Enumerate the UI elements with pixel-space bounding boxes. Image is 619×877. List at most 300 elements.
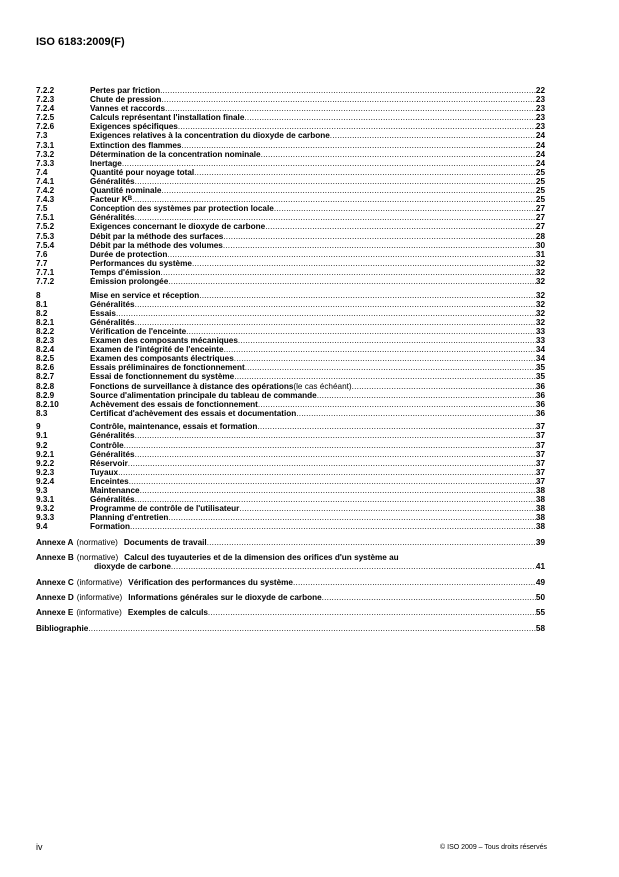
toc-entry-page: 24	[535, 140, 545, 150]
toc-entry-number: 8.2.4	[36, 345, 55, 355]
toc-entry-page: 27	[535, 204, 545, 214]
leader-dots	[130, 522, 536, 531]
toc-entry[interactable]	[36, 354, 545, 363]
toc-entry-title: Généralités	[90, 317, 135, 327]
toc-entry-number: 8.2.9	[36, 390, 55, 400]
table-of-contents	[36, 86, 545, 633]
toc-entry-number: 9.1	[36, 431, 48, 441]
annex-page: 39	[535, 537, 545, 547]
leader-dots	[186, 327, 536, 336]
toc-entry[interactable]	[36, 513, 545, 522]
toc-entry-page: 25	[535, 167, 545, 177]
toc-entry-title-line	[90, 222, 545, 231]
toc-entry-title: Formation	[90, 522, 131, 532]
toc-entry-title-line	[90, 291, 545, 300]
toc-entry-title-line	[90, 486, 545, 495]
leader-dots	[199, 291, 536, 300]
toc-entry[interactable]	[36, 222, 545, 231]
toc-entry-title: Contrôle, maintenance, essais et formation	[90, 422, 258, 432]
annex-entry[interactable]	[36, 608, 545, 617]
toc-entry-title: Fonctions de surveillance à distance des opérations	[90, 381, 294, 391]
toc-entry-number: 7.7.2	[36, 276, 55, 286]
toc-entry-number: 8.2.7	[36, 372, 55, 382]
toc-entry-number: 8.2.2	[36, 326, 55, 336]
annex-page: 49	[535, 577, 545, 587]
toc-entry-title: Essais	[90, 308, 116, 318]
leader-dots	[135, 300, 536, 309]
toc-entry[interactable]	[36, 204, 545, 213]
toc-entry-page: 35	[535, 363, 545, 373]
toc-entry-title-line	[90, 345, 545, 354]
leader-dots	[160, 86, 536, 95]
toc-entry[interactable]	[36, 213, 545, 222]
annex-type: (normative)	[76, 552, 119, 562]
toc-entry[interactable]	[36, 131, 545, 140]
toc-entry[interactable]	[36, 86, 545, 95]
toc-entry-number: 8.3	[36, 408, 48, 418]
toc-entry[interactable]	[36, 327, 545, 336]
toc-entry-title-line	[90, 459, 545, 468]
toc-entry[interactable]	[36, 382, 545, 391]
leader-dots	[135, 431, 536, 440]
toc-entry-title-line	[90, 232, 545, 241]
toc-entry-page: 36	[535, 408, 545, 418]
annex-entry[interactable]	[36, 538, 545, 547]
toc-entry-title: Essai de fonctionnement du système	[90, 372, 235, 382]
bibliography-title: Bibliographie	[36, 623, 89, 633]
toc-entry-title-line	[90, 309, 545, 318]
toc-entry-title-line	[90, 382, 545, 391]
toc-entry-number: 8.2.6	[36, 363, 55, 373]
toc-entry-title: Généralités	[90, 449, 135, 459]
toc-entry[interactable]	[36, 309, 545, 318]
toc-entry-number: 7.2.3	[36, 95, 55, 105]
leader-dots	[116, 309, 536, 318]
toc-entry-page: 24	[535, 158, 545, 168]
annex-title: Exemples de calculs	[127, 608, 208, 618]
toc-entry[interactable]	[36, 141, 545, 150]
toc-entry-title-line	[90, 113, 545, 122]
toc-entry-page: 22	[535, 86, 545, 95]
toc-entry-number: 7.7	[36, 258, 48, 268]
toc-entry-title-line	[90, 391, 545, 400]
toc-entry-page: 34	[535, 345, 545, 355]
annex-entry[interactable]	[36, 593, 545, 602]
toc-entry-title: Quantité nominale	[90, 186, 162, 196]
toc-entry-title-line	[90, 250, 545, 259]
leader-dots	[265, 222, 536, 231]
toc-entry-subscript: B	[127, 196, 133, 203]
toc-entry[interactable]	[36, 363, 545, 372]
toc-entry-title-line	[90, 150, 545, 159]
toc-entry-title: Enceintes	[90, 476, 129, 486]
toc-entry-title-line	[90, 195, 545, 204]
copyright-notice: © ISO 2009 – Tous droits réservés	[440, 844, 547, 851]
toc-entry-page: 37	[535, 458, 545, 468]
toc-entry-number: 8.2	[36, 308, 48, 318]
toc-entry-title-line	[90, 95, 545, 104]
leader-dots	[88, 624, 536, 633]
toc-entry-title: Examen des composants mécaniques	[90, 336, 238, 346]
toc-entry-title-line	[90, 186, 545, 195]
toc-entry[interactable]	[36, 291, 545, 300]
toc-entry[interactable]	[36, 450, 545, 459]
toc-entry-page: 32	[535, 276, 545, 286]
toc-entry-page: 38	[535, 486, 545, 496]
leader-dots	[135, 213, 536, 222]
toc-entry[interactable]	[36, 409, 545, 418]
annex-label: Annexe D	[36, 593, 74, 603]
toc-entry-title-line	[90, 468, 545, 477]
toc-entry-number: 7.2.2	[36, 86, 55, 95]
toc-entry-title-line	[90, 504, 545, 513]
toc-entry-page: 25	[535, 195, 545, 205]
toc-entry-number: 7.3.2	[36, 149, 55, 159]
toc-entry-number: 7.2.4	[36, 104, 55, 114]
annex-title: Documents de travail	[123, 537, 207, 547]
toc-entry-title-line	[90, 522, 545, 531]
toc-entry-title-line	[90, 327, 545, 336]
toc-entry-number: 7.5.1	[36, 213, 55, 223]
toc-entry-number: 8	[36, 290, 41, 300]
toc-entry-number: 9.4	[36, 522, 48, 532]
toc-entry-page: 27	[535, 222, 545, 232]
toc-entry-title: Calculs représentant l'installation finale	[90, 113, 245, 123]
leader-dots	[128, 459, 536, 468]
annex-entry[interactable]	[36, 553, 545, 572]
toc-entry-number: 7.3.3	[36, 158, 55, 168]
toc-entry-page: 23	[535, 95, 545, 105]
toc-entry-title-line	[90, 336, 545, 345]
toc-entry-page: 23	[535, 122, 545, 132]
toc-entry-number: 7.3.1	[36, 140, 55, 150]
leader-dots	[274, 204, 536, 213]
toc-entry-title: Achèvement des essais de fonctionnement	[90, 399, 258, 409]
toc-entry[interactable]	[36, 495, 545, 504]
leader-dots	[258, 400, 536, 409]
toc-entry-number: 9.2.2	[36, 458, 55, 468]
toc-entry-title: Inertage	[90, 158, 122, 168]
toc-entry[interactable]	[36, 477, 545, 486]
annex-line	[36, 562, 545, 571]
toc-entry-number: 7.5.2	[36, 222, 55, 232]
leader-dots	[161, 95, 535, 104]
leader-dots	[168, 277, 536, 286]
annex-line	[36, 553, 545, 562]
toc-entry[interactable]	[36, 318, 545, 327]
toc-entry-title: Contrôle	[90, 440, 124, 450]
toc-entry-page: 37	[535, 467, 545, 477]
leader-dots	[208, 608, 536, 617]
toc-entry-page: 24	[535, 149, 545, 159]
toc-entry-title: Vannes et raccords	[90, 104, 166, 114]
toc-entry[interactable]	[36, 186, 545, 195]
toc-entry-page: 27	[535, 213, 545, 223]
leader-dots	[194, 168, 536, 177]
toc-entry-title: Exigences concernant le dioxyde de carbone	[90, 222, 266, 232]
toc-entry-page: 32	[535, 299, 545, 309]
leader-dots	[135, 318, 536, 327]
toc-entry-title-line	[90, 177, 545, 186]
toc-entry-title: Extinction des flammes	[90, 140, 182, 150]
toc-entry[interactable]	[36, 345, 545, 354]
leader-dots	[234, 354, 536, 363]
toc-entry-title-line	[90, 422, 545, 431]
toc-entry-title: Performances du système	[90, 258, 192, 268]
toc-entry-title: Facteur K	[90, 195, 128, 205]
toc-entry[interactable]	[36, 391, 545, 400]
toc-entry-title-line	[90, 477, 545, 486]
toc-entry-title: Émission prolongée	[90, 276, 169, 286]
toc-entry-number: 9.2.3	[36, 467, 55, 477]
toc-entry-page: 30	[535, 240, 545, 250]
annex-page: 50	[535, 593, 545, 603]
toc-entry-title-line	[90, 363, 545, 372]
annex-label: Annexe B	[36, 552, 74, 562]
toc-entry-title: Chute de pression	[90, 95, 162, 105]
leader-dots	[245, 363, 536, 372]
leader-dots	[234, 372, 536, 381]
toc-entry-title: Essais préliminaires de fonctionnement	[90, 363, 245, 373]
toc-entry[interactable]	[36, 459, 545, 468]
toc-entry-page: 24	[535, 131, 545, 141]
toc-entry[interactable]	[36, 95, 545, 104]
toc-entry[interactable]	[36, 250, 545, 259]
toc-entry-page: 25	[535, 186, 545, 196]
toc-entry-number: 9.3.2	[36, 504, 55, 514]
toc-entry-title: Exigences spécifiques	[90, 122, 178, 132]
leader-dots	[171, 562, 536, 571]
toc-entry-title-line	[90, 159, 545, 168]
leader-dots	[322, 593, 536, 602]
toc-entry-title: Conception des systèmes par protection locale	[90, 204, 274, 214]
leader-dots	[167, 250, 536, 259]
toc-entry-title: Débit par la méthode des volumes	[90, 240, 223, 250]
leader-dots	[140, 486, 536, 495]
toc-entry[interactable]	[36, 113, 545, 122]
toc-entry[interactable]	[36, 259, 545, 268]
toc-entry-number: 9	[36, 422, 41, 432]
toc-entry-title: Exigences relatives à la concentration du dioxyde de carbone	[90, 131, 330, 141]
toc-entry-number: 9.3.3	[36, 513, 55, 523]
toc-entry[interactable]	[36, 400, 545, 409]
toc-entry-title: Tuyaux	[90, 467, 119, 477]
toc-entry-title: Généralités	[90, 176, 135, 186]
toc-entry-number: 7.3	[36, 131, 48, 141]
toc-entry-page: 37	[535, 431, 545, 441]
toc-entry[interactable]	[36, 122, 545, 131]
toc-entry-number: 7.7.1	[36, 267, 55, 277]
toc-entry-title: Pertes par friction	[90, 86, 161, 95]
toc-entry[interactable]	[36, 177, 545, 186]
toc-entry[interactable]	[36, 422, 545, 431]
toc-entry-title-line	[90, 241, 545, 250]
toc-entry[interactable]	[36, 241, 545, 250]
toc-entry-number: 9.3.1	[36, 495, 55, 505]
toc-entry-title-line	[90, 277, 545, 286]
toc-entry-number: 7.4	[36, 167, 48, 177]
leader-dots	[118, 468, 536, 477]
toc-entry-page: 32	[535, 290, 545, 300]
bibliography-entry[interactable]	[36, 624, 545, 633]
document-header: ISO 6183:2009(F)	[36, 36, 125, 48]
toc-entry-number: 7.4.2	[36, 186, 55, 196]
toc-entry-number: 7.5.3	[36, 231, 55, 241]
leader-dots	[238, 336, 536, 345]
toc-entry-page: 32	[535, 258, 545, 268]
toc-entry[interactable]	[36, 300, 545, 309]
toc-entry[interactable]	[36, 372, 545, 381]
leader-dots	[207, 538, 536, 547]
toc-entry-title-line	[90, 495, 545, 504]
annex-type: (informative)	[76, 577, 123, 587]
toc-entry[interactable]	[36, 431, 545, 440]
toc-entry-page: 37	[535, 422, 545, 432]
toc-entry-title-line	[90, 441, 545, 450]
toc-entry-page: 32	[535, 308, 545, 318]
toc-entry-title-line	[90, 372, 545, 381]
toc-entry-title: Généralités	[90, 299, 135, 309]
toc-entry-title-line	[90, 513, 545, 522]
toc-entry[interactable]	[36, 168, 545, 177]
annex-type: (normative)	[76, 537, 118, 547]
toc-entry[interactable]	[36, 159, 545, 168]
toc-entry-title: Réservoir	[90, 458, 128, 468]
leader-dots	[181, 141, 535, 150]
leader-dots	[223, 241, 536, 250]
toc-entry[interactable]	[36, 195, 545, 204]
toc-entry-title: Débit par la méthode des surfaces	[90, 231, 224, 241]
toc-entry[interactable]	[36, 232, 545, 241]
annex-label: Annexe E	[36, 608, 74, 618]
toc-entry-number: 8.2.10	[36, 399, 59, 409]
leader-dots	[165, 104, 536, 113]
toc-entry-number: 9.2.4	[36, 476, 55, 486]
toc-entry-title: Généralités	[90, 495, 135, 505]
toc-entry-number: 9.2	[36, 440, 48, 450]
leader-dots	[244, 113, 536, 122]
annex-page: 55	[535, 608, 545, 618]
toc-entry-title: Durée de protection	[90, 249, 168, 259]
toc-entry[interactable]	[36, 277, 545, 286]
toc-entry-title: Mise en service et réception	[90, 290, 200, 300]
toc-entry[interactable]	[36, 150, 545, 159]
toc-entry[interactable]	[36, 104, 545, 113]
toc-entry-number: 7.4.3	[36, 195, 55, 205]
toc-entry-number: 7.6	[36, 249, 48, 259]
annex-title: Calcul des tuyauteries et de la dimension des orifices d'un système au	[124, 552, 399, 562]
leader-dots	[168, 513, 536, 522]
toc-entry-title: Examen de l'intégrité de l'enceinte	[90, 345, 224, 355]
leader-dots	[296, 409, 536, 418]
toc-entry-title-line	[90, 354, 545, 363]
toc-entry-number: 7.5	[36, 204, 48, 214]
leader-dots	[352, 382, 536, 391]
toc-entry-title-line	[90, 213, 545, 222]
bibliography-page: 58	[535, 623, 545, 633]
annex-type: (informative)	[76, 593, 123, 603]
annex-label: Annexe C	[36, 577, 74, 587]
toc-entry-page: 38	[535, 522, 545, 532]
toc-entry-page: 33	[535, 326, 545, 336]
toc-entry-title-line	[90, 431, 545, 440]
toc-entry-title-line	[90, 300, 545, 309]
leader-dots	[129, 477, 536, 486]
toc-entry-title-line	[90, 104, 545, 113]
toc-entry-number: 8.2.8	[36, 381, 55, 391]
toc-entry-page: 23	[535, 104, 545, 114]
toc-entry-title-line	[90, 400, 545, 409]
leader-dots	[161, 186, 535, 195]
leader-dots	[124, 441, 536, 450]
toc-entry-page: 37	[535, 449, 545, 459]
toc-entry-page: 28	[535, 231, 545, 241]
toc-entry-title-line	[90, 131, 545, 140]
toc-entry-title: Maintenance	[90, 486, 140, 496]
toc-entry-number: 9.2.1	[36, 449, 55, 459]
toc-entry-number: 8.1	[36, 299, 48, 309]
toc-entry-title-line	[90, 409, 545, 418]
toc-entry-title-line	[90, 168, 545, 177]
page-number: iv	[36, 842, 43, 852]
toc-entry-page: 33	[535, 336, 545, 346]
toc-entry-page: 31	[535, 249, 545, 259]
toc-entry-page: 32	[535, 267, 545, 277]
toc-entry[interactable]	[36, 336, 545, 345]
toc-entry-title-line	[90, 318, 545, 327]
toc-entry-title: Vérification de l'enceinte	[90, 326, 187, 336]
leader-dots	[135, 495, 536, 504]
toc-entry-title-line	[90, 141, 545, 150]
toc-entry-page: 36	[535, 399, 545, 409]
toc-entry-number: 8.2.5	[36, 354, 55, 364]
leader-dots	[178, 122, 536, 131]
annex-entry[interactable]	[36, 578, 545, 587]
toc-entry-page: 23	[535, 113, 545, 123]
leader-dots	[239, 504, 536, 513]
annex-page: 41	[535, 562, 545, 572]
leader-dots	[257, 422, 535, 431]
leader-dots	[132, 195, 536, 204]
toc-entry-title: Examen des composants électriques	[90, 354, 234, 364]
toc-entry-number: 7.5.4	[36, 240, 55, 250]
toc-entry-title: Généralités	[90, 431, 135, 441]
annex-title-continued: dioxyde de carbone	[94, 562, 171, 572]
leader-dots	[330, 131, 536, 140]
toc-entry-title-line	[90, 268, 545, 277]
toc-entry-page: 37	[535, 476, 545, 486]
toc-entry-page: 36	[535, 381, 545, 391]
leader-dots	[122, 159, 536, 168]
toc-entry[interactable]	[36, 468, 545, 477]
leader-dots	[224, 345, 536, 354]
toc-entry[interactable]	[36, 504, 545, 513]
leader-dots	[223, 232, 536, 241]
toc-entry-page: 37	[535, 440, 545, 450]
leader-dots	[161, 268, 536, 277]
toc-entry[interactable]	[36, 441, 545, 450]
toc-entry[interactable]	[36, 268, 545, 277]
toc-entry-page: 38	[535, 504, 545, 514]
toc-entry-title-line	[90, 86, 545, 95]
leader-dots	[317, 391, 536, 400]
annex-title: Informations générales sur le dioxyde de carbone	[128, 593, 322, 603]
toc-entry-title: Temps d'émission	[90, 267, 161, 277]
toc-entry[interactable]	[36, 522, 545, 531]
toc-entry[interactable]	[36, 486, 545, 495]
toc-entry-title: Source d'alimentation principale du tableau de commande	[90, 390, 317, 400]
toc-entry-page: 38	[535, 495, 545, 505]
